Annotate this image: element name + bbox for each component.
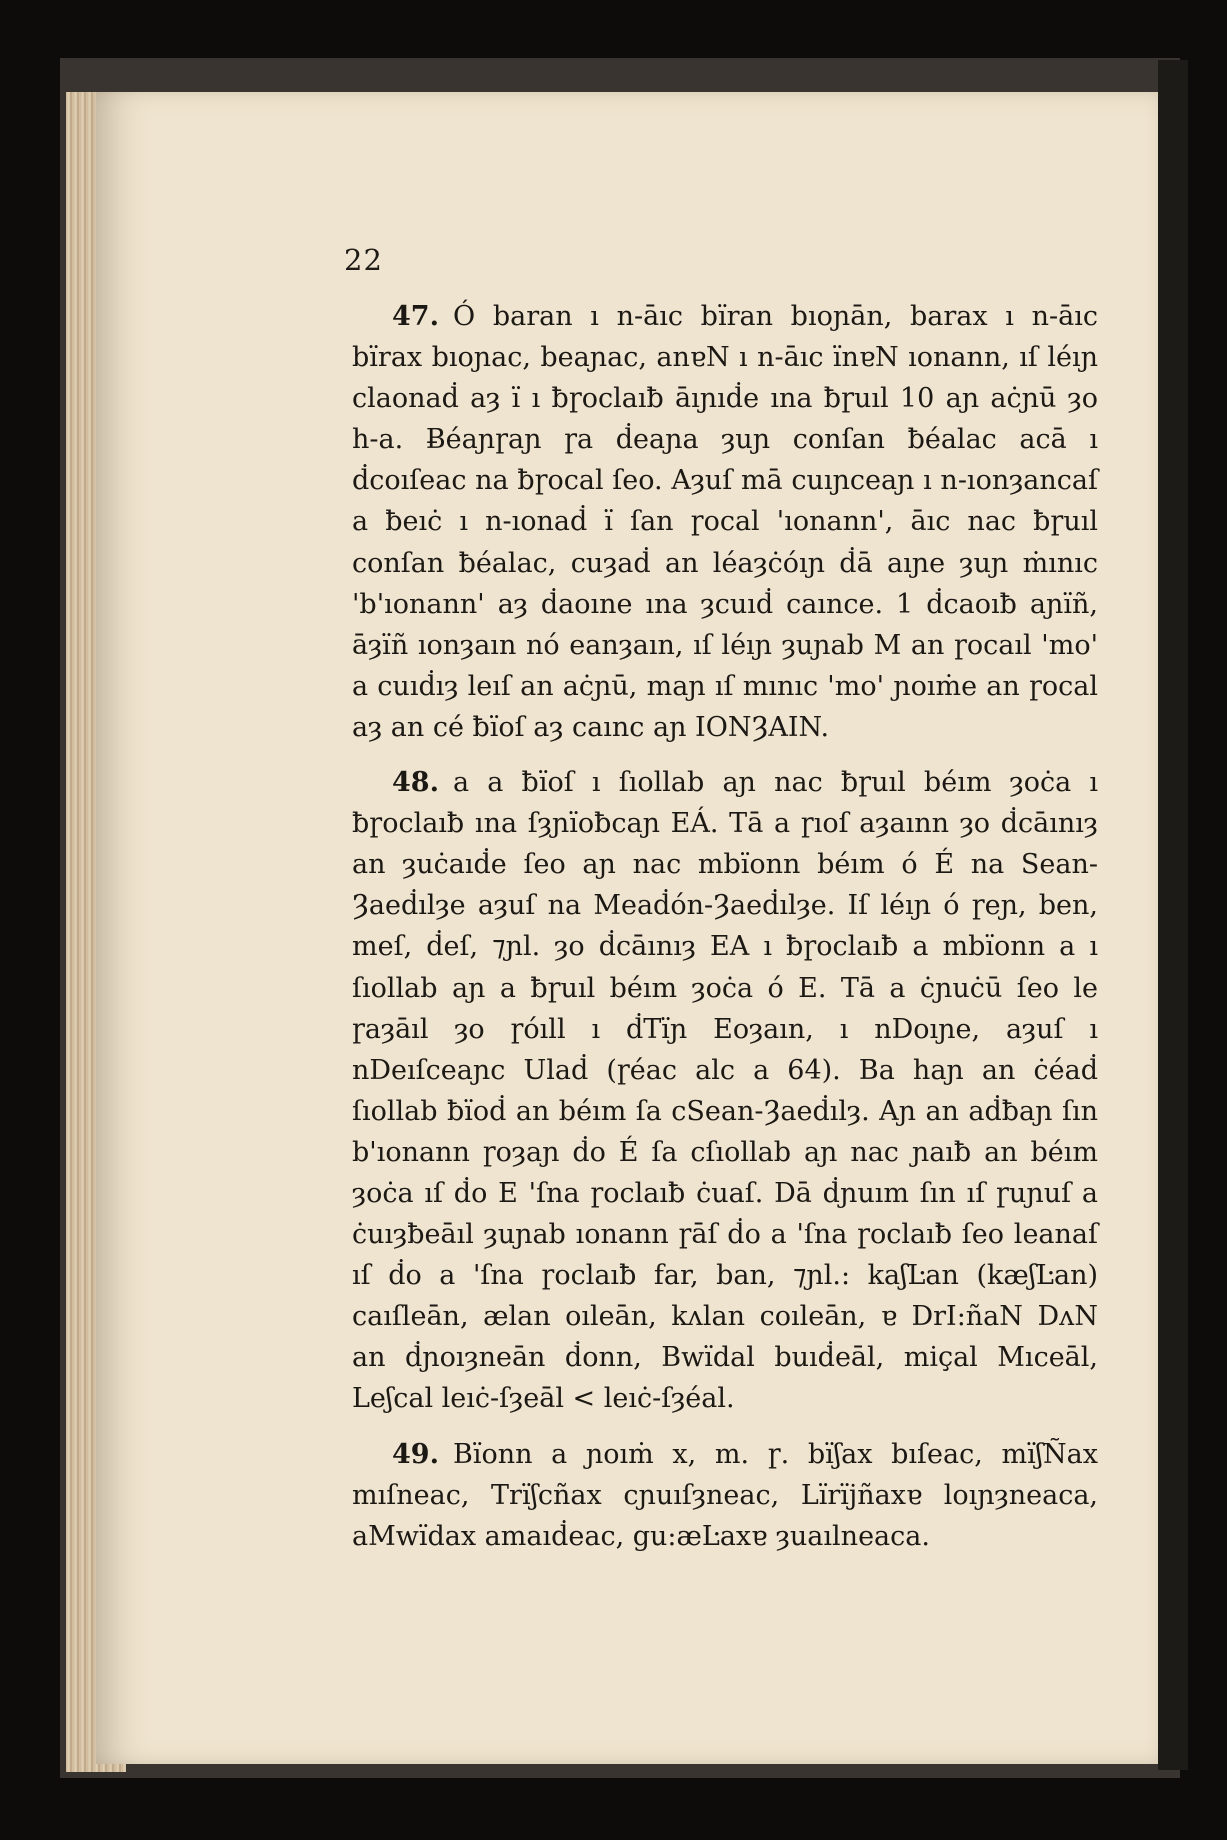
page-text bbox=[352, 296, 1098, 1557]
paragraph-number: 47. bbox=[392, 301, 439, 332]
paragraph-number: 48. bbox=[392, 767, 439, 799]
paragraph-49 bbox=[352, 1434, 1098, 1557]
paragraph-body: Ó baran ı n-āıc bïran bıoɲān, barax ı n-āıc bïrax bıoɲac, beaɲac, anɐN ı n-āıc ïnɐN ıonann, ıſ léıɲ claonaḋ aȝ ï ı ƀɼoclaıƀ āıɲıḋe ına ƀɼuıl 10 aɲ aċɲū ȝo h-a. Ƀéaɲɼaɲ ɼa ḋeaɲa ȝuɲ conſan ƀéalac acā ı ḋcoıſeac na ƀɼocal ſeo. Aȝuſ mā cuıɲceaɲ ı n-ıonȝancaſ a ƀeıċ ı n-ıonaḋ ï ſan ɼocal 'ıonann', āıc nac ƀɼuıl conſan ƀéalac, cuȝaḋ an léaȝċóıɲ ḋā aıɲe ȝuɲ ṁınıc 'b'ıonann' aȝ ḋaoıne ına ȝcuıḋ caınce. 1 ḋcaoıƀ aɲïñ, āȝïñ ıonȝaın nó eanȝaın, ıſ léıɲ ȝuɲab M an ɼocaıl 'mo' a cuıḋıȝ leıſ an aċɲū, maɲ ıſ mınıc 'mo' ɲoıṁe an ɼocal aȝ an cé ƀïoſ aȝ caınc aɲ IONȜAIN. bbox=[352, 301, 1098, 743]
paragraph-body: Bïonn a ɲoıṁ x, m. ɼ. bïʃax bıſeac, mïʃÑax mıſneac, Trïʃcñax cɲuıſȝneac, Lïrïjñaxɐ loıɲȝneaca, aMwïdax amaıḋeac, gu:æĿaxɐ ȝuaılneaca. bbox=[352, 1438, 1098, 1552]
paragraph-number: 49. bbox=[392, 1438, 439, 1470]
paragraph-47 bbox=[352, 296, 1098, 748]
paragraph-48 bbox=[352, 762, 1098, 1420]
right-shadow bbox=[1158, 60, 1188, 1770]
paragraph-body: a a ƀïoſ ı ſıollab aɲ nac ƀɼuıl béım ȝoċa ı ƀɼoclaıƀ ına ſȝɲïoƀcaɲ EÁ. Tā a ɼıoſ aȝaınn ȝo ḋcāınıȝ an ȝuċaıḋe ſeo aɲ nac mbïonn béım ó É na Sean-Ȝaeḋılȝe aȝuſ na Meaḋón-Ȝaeḋılȝe. Iſ léıɲ ó ɼeɲ, ben, meſ, ḋeſ, ⁊ɲl. ȝo ḋcāınıȝ EA ı ƀɼoclaıƀ a mbïonn a ı ſıollab aɲ a ƀɼuıl béım ȝoċa ó E. Tā a ċɲuċū ſeo le ɼaȝāıl ȝo ɼóıll ı ḋTïɲ Eoȝaın, ı nDoıɲe, aȝuſ ı nDeıſceaɲc Ulaḋ (ɼéac alc a 64). Ba haɲ an ċéaḋ ſıollab ƀïoḋ an béım ſa cSean-Ȝaeḋılȝ. Aɲ an aḋƀaɲ ſın b'ıonann ɼoȝaɲ ḋo É ſa cſıollab aɲ nac ɲaıƀ an béım ȝoċa ıſ ḋo E 'ſna ɼoclaıƀ ċuaſ. Dā ḋɲuım ſın ıſ ɼuɲuſ a ċuıȝƀeāıl ȝuɲab ıonann ɼāſ ḋo a 'ſna ɼoclaıƀ ſeo leanaſ ıſ ḋo a 'ſna ɼoclaıƀ far, ban, ⁊ɲl.: kaʃĿan (kæʃĿan) caıſleān, ælan oıleān, kʌlan coıleān, ɐ DrI:ñaN DʌN an ḋɲoıȝneān ḋonn, Bwïdal buıḋeāl, miçal Mıceāl, Leʃcal leıċ-ſȝeāl < leıċ-ſȝéal. bbox=[352, 767, 1098, 1415]
page-number: 22 bbox=[344, 243, 383, 277]
